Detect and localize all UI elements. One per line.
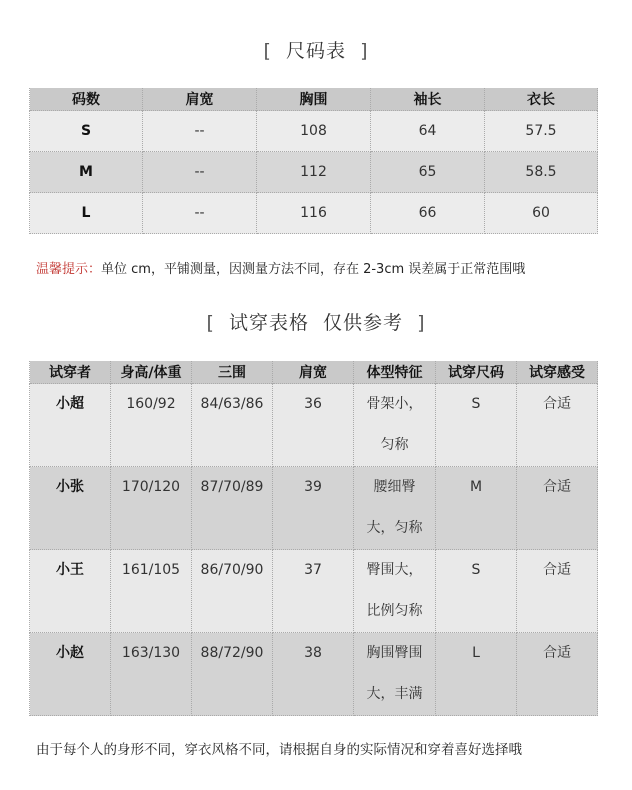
tryon-chart-title-text: 试穿表格 仅供参考: [228, 312, 404, 334]
length-cell: 58.5: [485, 152, 598, 193]
header-tester: 试穿者: [30, 361, 111, 384]
height-weight-cell: 161/105: [111, 550, 192, 633]
body-type-cell: 胸围臀围大，丰满: [354, 633, 436, 716]
header-shoulder: 肩宽: [143, 88, 257, 111]
body-type-cell: 骨架小，匀称: [354, 384, 436, 467]
size-chart-title-text: 尺码表: [285, 40, 346, 62]
title-close-bracket: ]: [417, 312, 426, 334]
header-shoulder: 肩宽: [273, 361, 354, 384]
shoulder-cell: --: [143, 111, 257, 152]
size-row-l: [30, 193, 598, 234]
height-weight-cell: 160/92: [111, 384, 192, 467]
body-type-cell: 臀围大，比例匀称: [354, 550, 436, 633]
tip-label: 温馨提示：: [36, 262, 102, 277]
size-chart-title: [0, 36, 632, 63]
tryon-row: [30, 384, 598, 467]
fit-feeling-cell: 合适: [517, 384, 598, 467]
tryon-row: [30, 467, 598, 550]
tried-size-cell: S: [436, 550, 517, 633]
shoulder-cell: 39: [273, 467, 354, 550]
size-cell: M: [30, 152, 143, 193]
shoulder-cell: --: [143, 152, 257, 193]
footer-note: 由于每个人的身形不同，穿衣风格不同，请根据自身的实际情况和穿着喜好选择哦: [36, 742, 522, 758]
size-chart-table: [29, 88, 598, 234]
length-cell: 60: [485, 193, 598, 234]
tryon-chart-table: [29, 361, 598, 716]
size-row-m: [30, 152, 598, 193]
shoulder-cell: 38: [273, 633, 354, 716]
chest-cell: 116: [257, 193, 371, 234]
tester-name: 小王: [30, 550, 111, 633]
header-fit-feeling: 试穿感受: [517, 361, 598, 384]
header-size: 码数: [30, 88, 143, 111]
tried-size-cell: L: [436, 633, 517, 716]
tryon-chart-title: [0, 308, 632, 335]
header-chest: 胸围: [257, 88, 371, 111]
header-height-weight: 身高/体重: [111, 361, 192, 384]
size-cell: L: [30, 193, 143, 234]
fit-feeling-cell: 合适: [517, 467, 598, 550]
title-close-bracket: ]: [360, 40, 369, 62]
header-length: 衣长: [485, 88, 598, 111]
fit-feeling-cell: 合适: [517, 633, 598, 716]
measurements-cell: 88/72/90: [192, 633, 273, 716]
tryon-row: [30, 550, 598, 633]
shoulder-cell: 36: [273, 384, 354, 467]
shoulder-cell: 37: [273, 550, 354, 633]
header-sleeve: 袖长: [371, 88, 485, 111]
size-cell: S: [30, 111, 143, 152]
height-weight-cell: 163/130: [111, 633, 192, 716]
title-open-bracket: [: [263, 40, 272, 62]
body-type-cell: 腰细臀大，匀称: [354, 467, 436, 550]
size-row-s: [30, 111, 598, 152]
tryon-row: [30, 633, 598, 716]
tester-name: 小张: [30, 467, 111, 550]
tried-size-cell: M: [436, 467, 517, 550]
sleeve-cell: 64: [371, 111, 485, 152]
shoulder-cell: --: [143, 193, 257, 234]
measurement-tip: [36, 258, 525, 277]
length-cell: 57.5: [485, 111, 598, 152]
measurements-cell: 86/70/90: [192, 550, 273, 633]
header-body-type: 体型特征: [354, 361, 436, 384]
title-open-bracket: [: [206, 312, 215, 334]
size-header-row: [30, 88, 598, 111]
chest-cell: 108: [257, 111, 371, 152]
tip-text: 单位 cm，平铺测量，因测量方法不同，存在 2-3cm 误差属于正常范围哦: [101, 262, 526, 277]
fit-feeling-cell: 合适: [517, 550, 598, 633]
tester-name: 小赵: [30, 633, 111, 716]
header-tried-size: 试穿尺码: [436, 361, 517, 384]
chest-cell: 112: [257, 152, 371, 193]
sleeve-cell: 65: [371, 152, 485, 193]
header-measurements: 三围: [192, 361, 273, 384]
tried-size-cell: S: [436, 384, 517, 467]
measurements-cell: 84/63/86: [192, 384, 273, 467]
tryon-header-row: [30, 361, 598, 384]
height-weight-cell: 170/120: [111, 467, 192, 550]
sleeve-cell: 66: [371, 193, 485, 234]
tester-name: 小超: [30, 384, 111, 467]
measurements-cell: 87/70/89: [192, 467, 273, 550]
